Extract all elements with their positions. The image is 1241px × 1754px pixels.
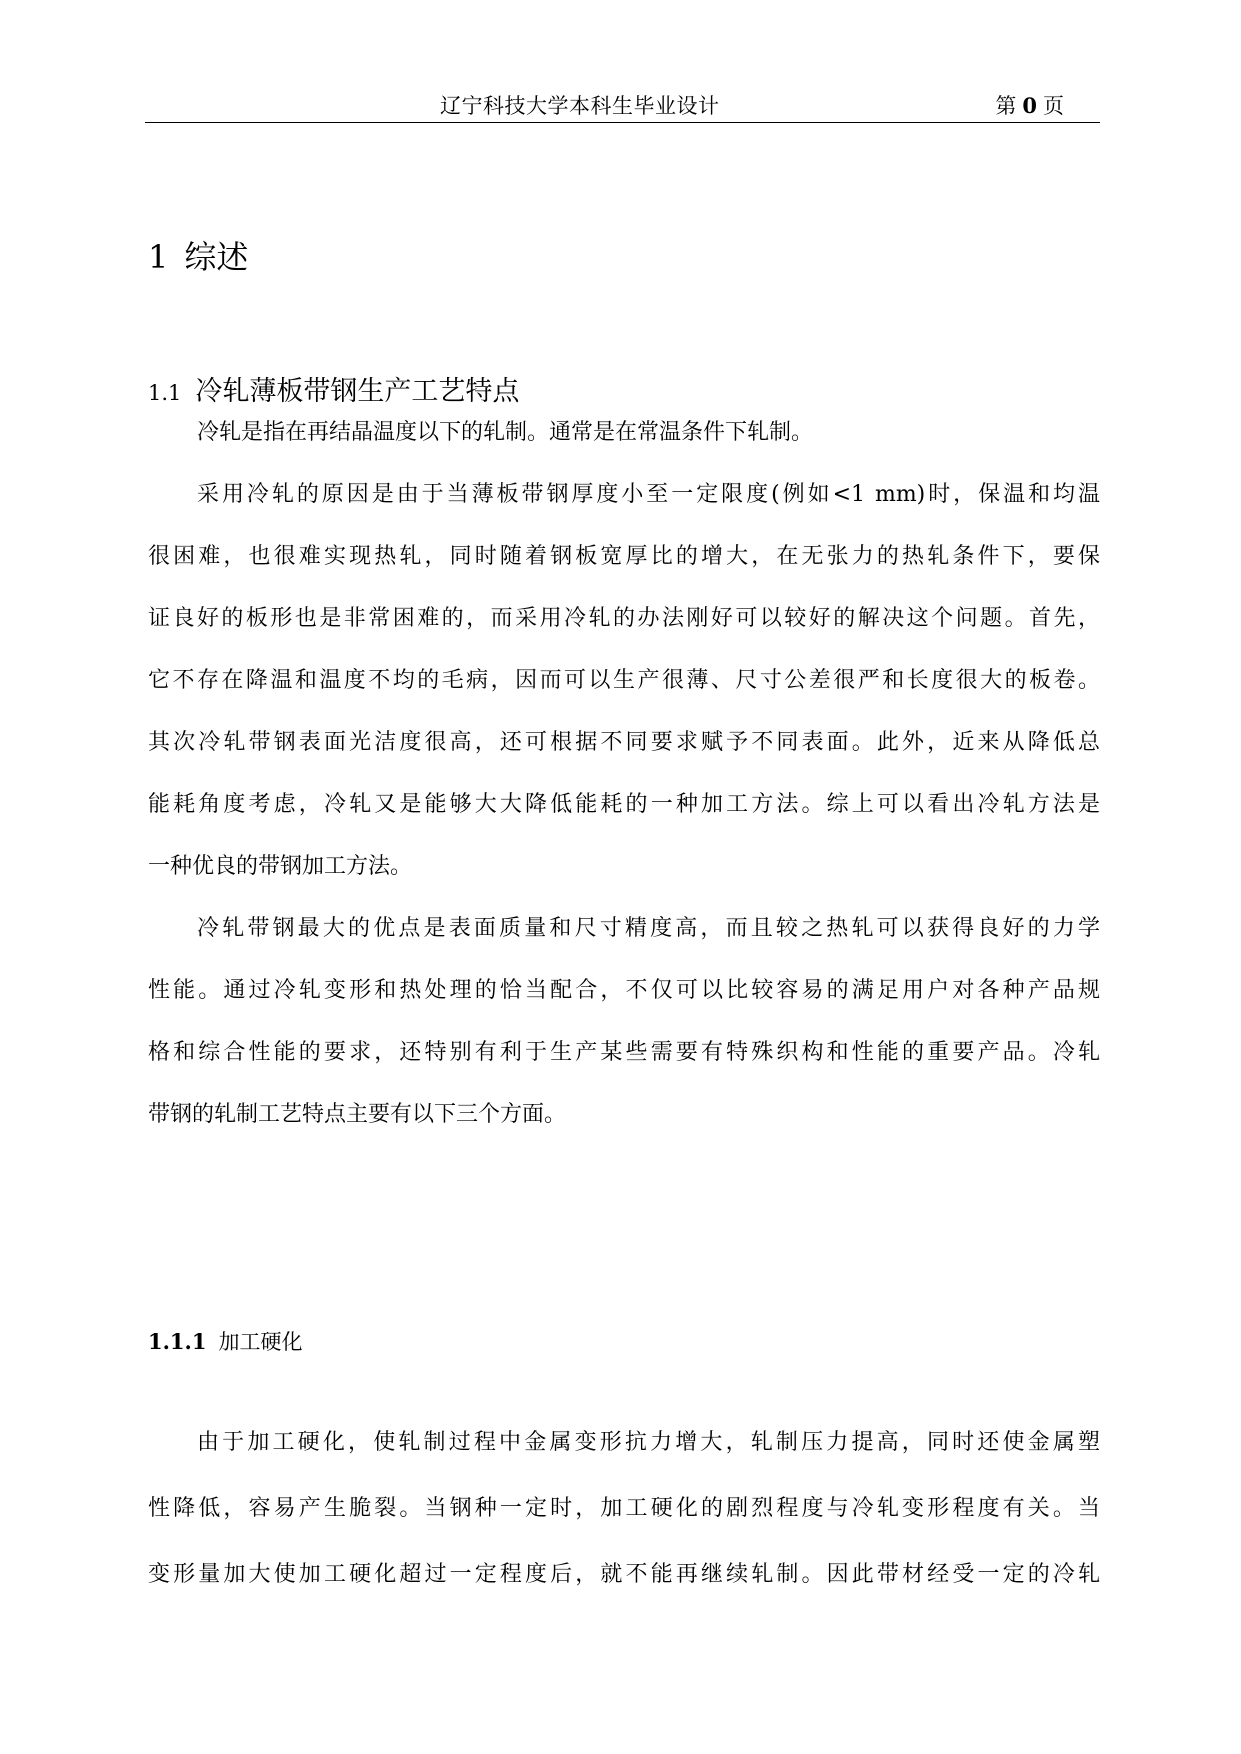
paragraph-2-line: 很困难，也很难实现热轧，同时随着钢板宽厚比的增大，在无张力的热轧条件下，要保 — [148, 544, 1100, 569]
chapter-heading — [148, 232, 248, 278]
running-header — [145, 86, 1100, 123]
subsection-heading — [148, 1326, 302, 1356]
paragraph-2-line: 能耗角度考虑，冷轧又是能够大大降低能耗的一种加工方法。综上可以看出冷轧方法是 — [148, 792, 1100, 817]
page-number: 0 — [1022, 93, 1037, 118]
paragraph-2-line: 采用冷轧的原因是由于当薄板带钢厚度小至一定限度(例如<1 mm)时，保温和均温 — [197, 482, 1100, 507]
chapter-title: 综述 — [184, 238, 249, 276]
page-suffix: 页 — [1043, 94, 1064, 118]
paragraph-4-line: 变形量加大使加工硬化超过一定程度后，就不能再继续轧制。因此带材经受一定的冷轧 — [148, 1562, 1100, 1587]
section-title: 冷轧薄板带钢生产工艺特点 — [195, 376, 520, 407]
header-page-indicator — [995, 90, 1064, 120]
section-number: 1.1 — [148, 381, 182, 405]
paragraph-3-line: 格和综合性能的要求，还特别有利于生产某些需要有特殊织构和性能的重要产品。冷轧 — [148, 1040, 1100, 1065]
section-heading — [148, 369, 519, 408]
subsection-number: 1.1.1 — [148, 1329, 207, 1354]
paragraph-4-line: 性降低，容易产生脆裂。当钢种一定时，加工硬化的剧烈程度与冷轧变形程度有关。当 — [148, 1496, 1100, 1521]
page-prefix: 第 — [995, 94, 1017, 118]
paragraph-1-line: 冷轧是指在再结晶温度以下的轧制。通常是在常温条件下轧制。 — [197, 420, 814, 445]
subsection-title: 加工硬化 — [218, 1330, 303, 1354]
paragraph-2-line: 其次冷轧带钢表面光洁度很高，还可根据不同要求赋予不同表面。此外，近来从降低总 — [148, 730, 1100, 755]
paragraph-2-line: 一种优良的带钢加工方法。 — [148, 854, 413, 879]
paragraph-3-line: 性能。通过冷轧变形和热处理的恰当配合，不仅可以比较容易的满足用户对各种产品规 — [148, 978, 1100, 1003]
paragraph-2-line: 它不存在降温和温度不均的毛病，因而可以生产很薄、尺寸公差很严和长度很大的板卷。 — [148, 668, 1100, 693]
paragraph-3-line: 冷轧带钢最大的优点是表面质量和尺寸精度高，而且较之热轧可以获得良好的力学 — [197, 916, 1100, 941]
header-title: 辽宁科技大学本科生毕业设计 — [440, 94, 720, 118]
chapter-number: 1 — [148, 238, 169, 276]
paragraph-2-line: 证良好的板形也是非常困难的，而采用冷轧的办法刚好可以较好的解决这个问题。首先， — [148, 606, 1100, 631]
paragraph-3-line: 带钢的轧制工艺特点主要有以下三个方面。 — [148, 1102, 567, 1127]
paragraph-4-line: 由于加工硬化，使轧制过程中金属变形抗力增大，轧制压力提高，同时还使金属塑 — [197, 1430, 1100, 1455]
